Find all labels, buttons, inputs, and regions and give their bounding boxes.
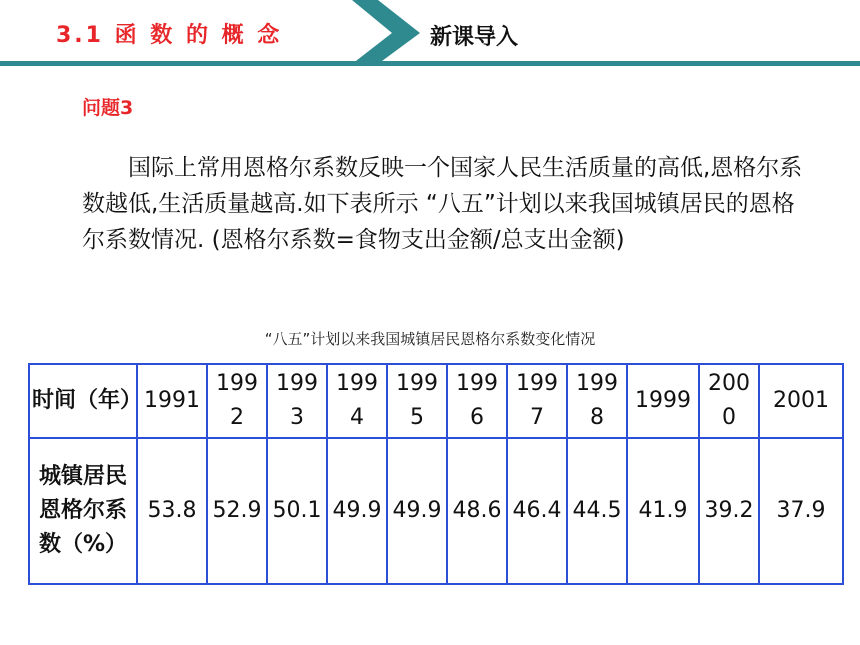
value-cell: 50.1 [267,438,327,584]
table-row-years [29,364,843,438]
year-cell: 1998 [567,364,627,438]
value-cell: 52.9 [207,438,267,584]
year-cell: 1994 [327,364,387,438]
year-cell: 1992 [207,364,267,438]
year-cell: 1995 [387,364,447,438]
row-label-year: 时间（年） [29,364,137,438]
year-cell: 2001 [759,364,843,438]
table-row-values [29,438,843,584]
page-title: 3.1 函 数 的 概 念 [56,23,283,48]
question-label: 问题3 [82,97,134,119]
engel-table [28,363,844,585]
value-cell: 49.9 [327,438,387,584]
value-cell: 46.4 [507,438,567,584]
section-title: 新课导入 [430,25,519,50]
value-cell: 39.2 [699,438,759,584]
year-cell: 1991 [137,364,207,438]
year-cell: 1993 [267,364,327,438]
value-cell: 37.9 [759,438,843,584]
value-cell: 49.9 [387,438,447,584]
year-cell: 1996 [447,364,507,438]
table-caption: “八五”计划以来我国城镇居民恩格尔系数变化情况 [264,330,596,348]
value-cell: 44.5 [567,438,627,584]
row-label-coefficient: 城镇居民恩格尔系数（%） [29,438,137,584]
year-cell: 2000 [699,364,759,438]
header-bar [0,0,860,70]
value-cell: 41.9 [627,438,699,584]
value-cell: 48.6 [447,438,507,584]
year-cell: 1997 [507,364,567,438]
problem-paragraph: 国际上常用恩格尔系数反映一个国家人民生活质量的高低,恩格尔系数越低,生活质量越高.如下表所示 “八五”计划以来我国城镇居民的恩格尔系数情况. (恩格尔系数=食物支出金额/总支出金额) [82,155,803,253]
year-cell: 1999 [627,364,699,438]
value-cell: 53.8 [137,438,207,584]
